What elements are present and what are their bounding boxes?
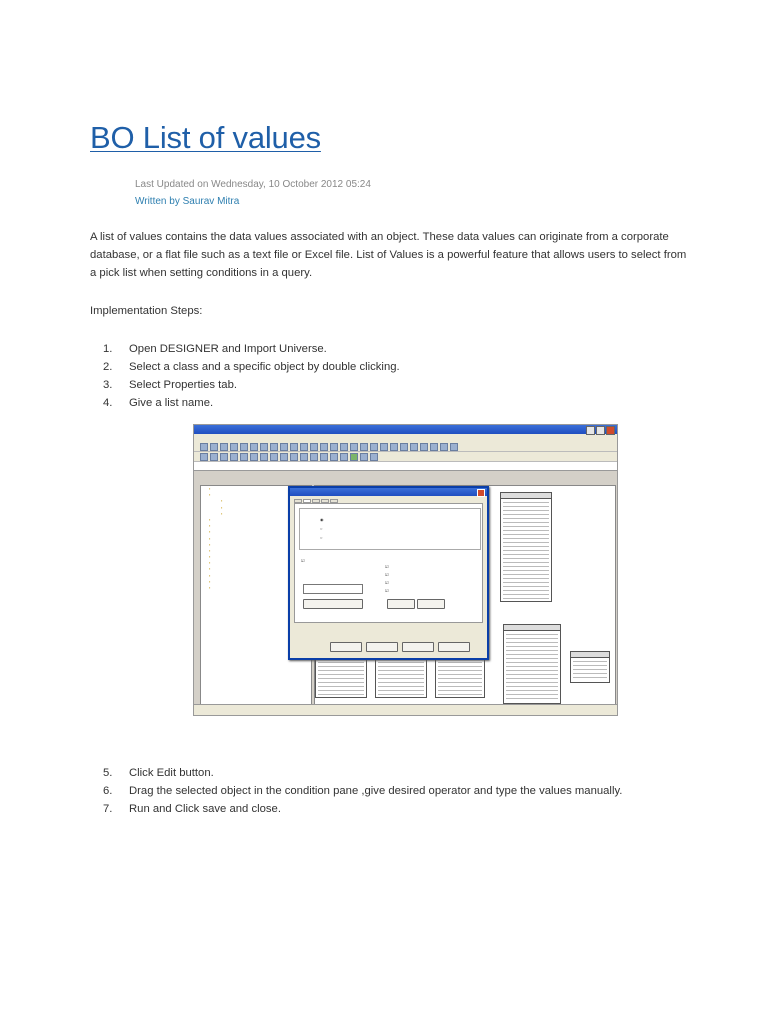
list-item: 6. Drag the selected object in the condition pane ,give desired operator and type the values manually. — [103, 785, 623, 797]
last-updated: Last Updated on Wednesday, 10 October 2012 05:24 — [135, 179, 371, 190]
designer-screenshot-image: ▪ ▪ ▪ ▪ ▪ ▪ ▪ ▪ ▪ ▪ ▪ ▪ ▪ ▪ ▪ ▪ ▪ ◉ ○ ○ ☑ ☑ ☑ ☑ ☑ — [193, 424, 618, 716]
page-title[interactable]: BO List of values — [90, 120, 321, 155]
list-item: 3. Select Properties tab. — [103, 379, 238, 391]
intro-paragraph: A list of values contains the data values associated with an object. These data values can originate from a corporate database, or a flat file such as a text file or Excel file. List of Values is a powerful feature that allows users to select from a pick list when setting conditions in a query. — [90, 231, 687, 279]
implementation-heading: Implementation Steps: — [90, 305, 203, 317]
list-item: 1. Open DESIGNER and Import Universe. — [103, 343, 327, 355]
steps-list-part1 — [90, 340, 400, 412]
list-item: 2. Select a class and a specific object by double clicking. — [103, 361, 400, 373]
author-byline: Written by Saurav Mitra — [135, 196, 240, 207]
list-item: 4. Give a list name. — [103, 397, 214, 409]
list-item: 7. Run and Click save and close. — [103, 803, 281, 815]
steps-list-part2 — [90, 764, 622, 818]
list-item: 5. Click Edit button. — [103, 767, 214, 779]
